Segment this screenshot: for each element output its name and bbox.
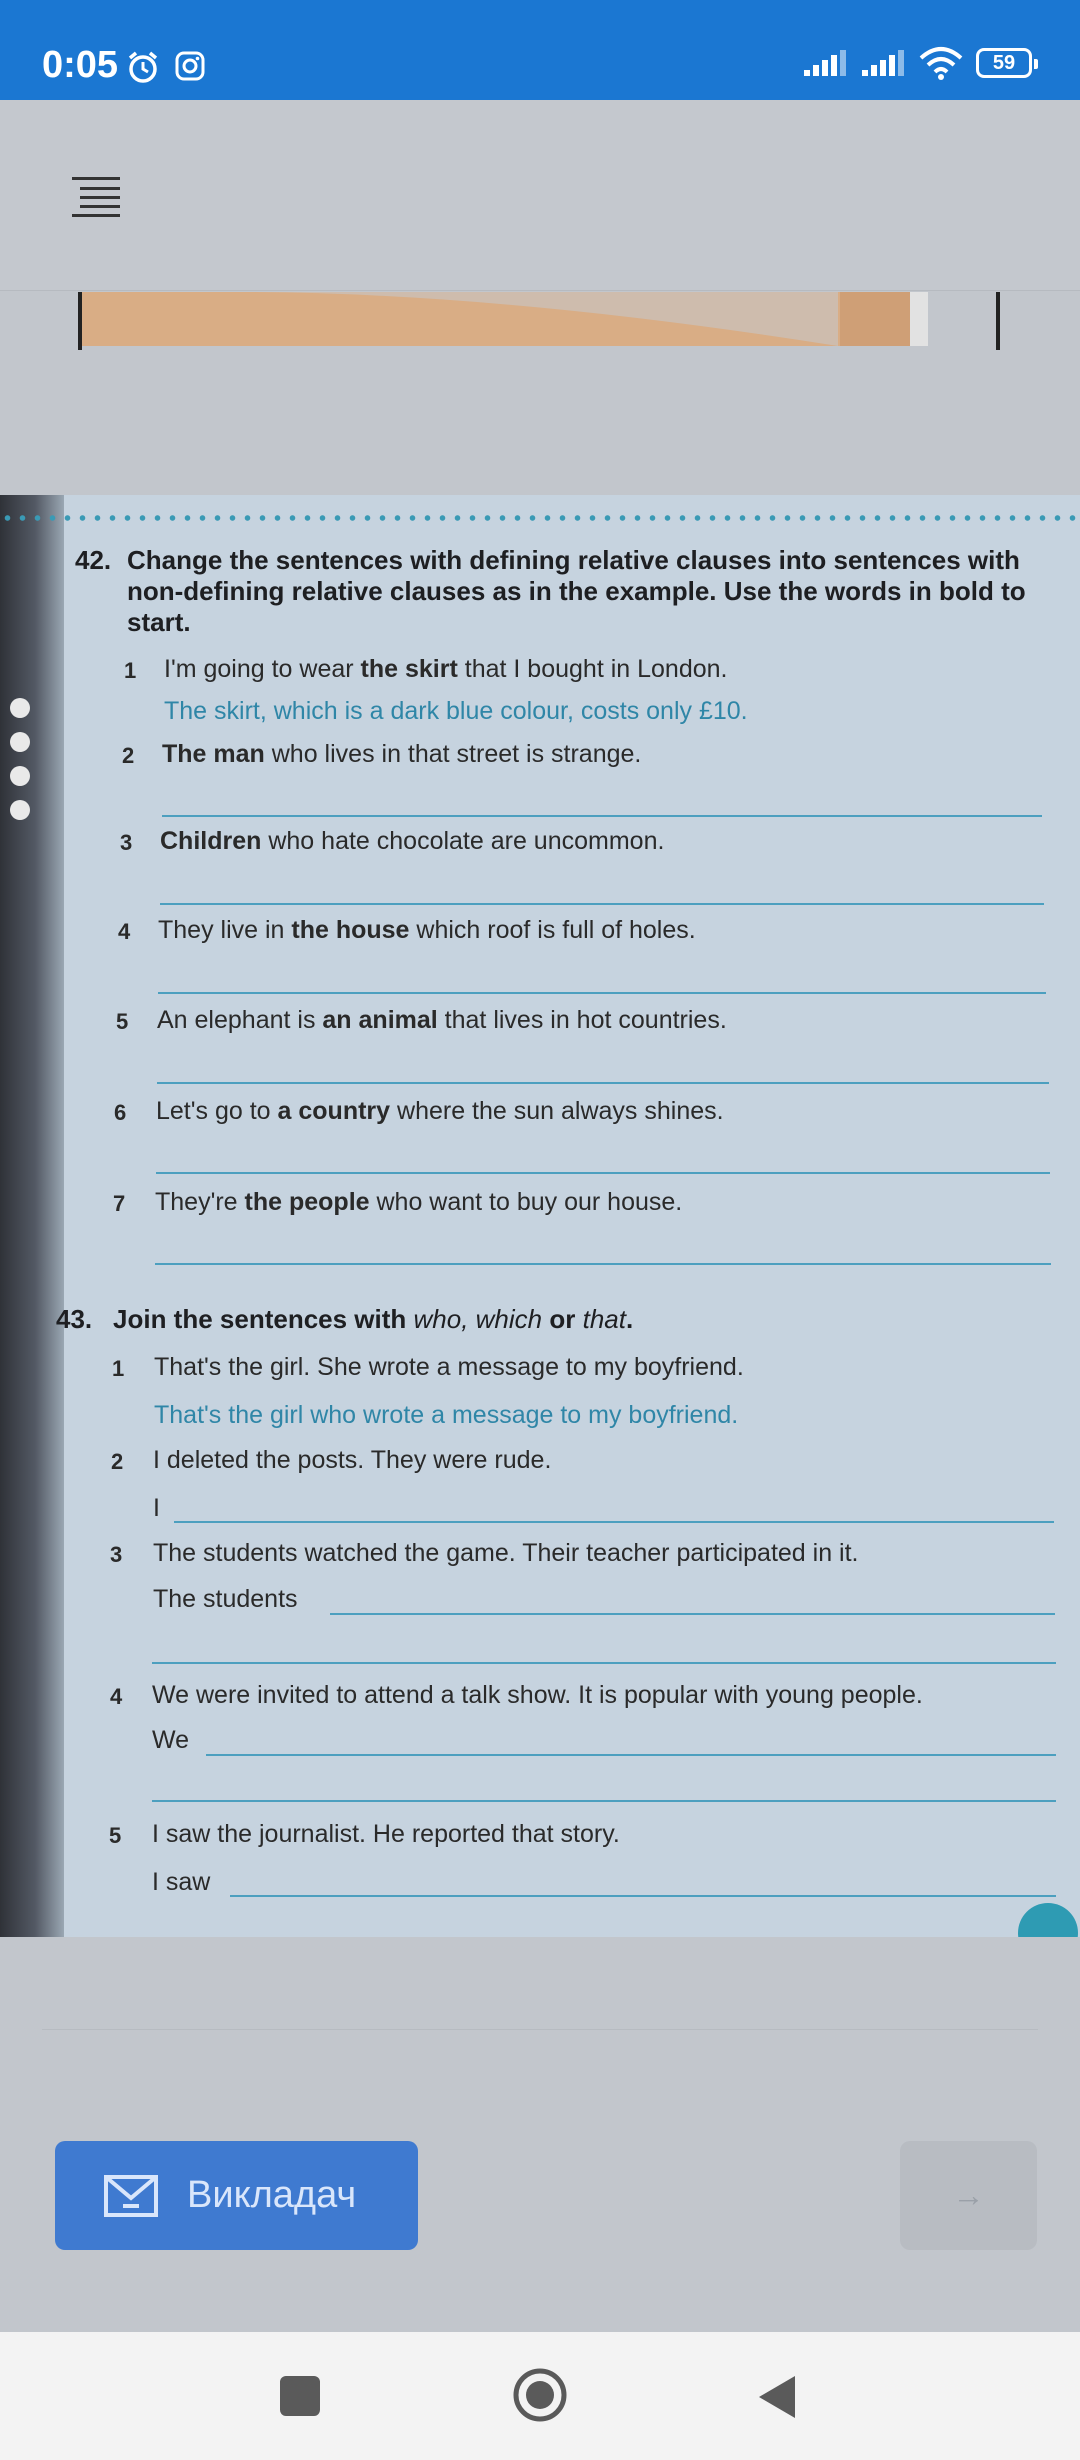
teacher-button-label: Викладач [187,2174,357,2216]
item-sentence [160,827,664,856]
item-text-pre: An elephant is [157,1006,323,1034]
answer-prefix: The students [153,1585,298,1613]
title-italic: that [582,1304,626,1334]
item-text-pre: I'm going to wear [164,655,361,683]
item-text-bold: the house [291,916,410,944]
exercise-43-number: 43. [56,1304,93,1334]
menu-icon[interactable] [72,175,120,219]
answer-line[interactable] [157,1082,1049,1084]
title-part: or [542,1304,583,1334]
item-number: 2 [111,1449,124,1474]
system-nav-bar [0,2332,1080,2460]
title-part: Join the sentences with [113,1304,414,1334]
mail-icon [103,2174,159,2218]
exercise-42-number: 42. [75,545,112,575]
answer-line[interactable] [160,903,1044,905]
item-number: 1 [112,1356,125,1381]
status-right-icons [802,46,1032,80]
exercise-43-title [113,1304,633,1335]
spine-dot [10,732,30,752]
answer-line[interactable] [162,815,1042,817]
item-text-bold: an animal [322,1006,438,1034]
item-number: 4 [110,1684,123,1709]
answer-prefix: I saw [152,1868,211,1896]
item-sentence [162,740,641,769]
example-answer: The skirt, which is a dark blue colour, costs only £10. [164,697,748,725]
item-sentence [155,1188,682,1217]
answer-line[interactable] [230,1895,1056,1897]
divider [42,2029,1038,2030]
answer-line[interactable] [206,1754,1056,1756]
signal-icon [860,48,906,78]
item-number: 5 [116,1009,129,1034]
item-text-bold: the skirt [360,655,458,683]
status-left-icons [126,50,206,84]
item-number: 3 [120,830,133,855]
status-time: 0:05 [42,44,119,86]
item-number: 7 [113,1191,126,1216]
teacher-button[interactable] [55,2141,418,2250]
item-text-pre: Let's go to [156,1097,278,1125]
spine-dot [10,698,30,718]
answer-prefix: I [153,1494,160,1522]
recents-button[interactable] [280,2376,320,2416]
answer-line[interactable] [152,1662,1056,1664]
answer-line[interactable] [152,1800,1056,1802]
app-header [0,100,1080,291]
item-sentence: I deleted the posts. They were rude. [153,1446,552,1474]
item-sentence: We were invited to attend a talk show. It is popular with young people. [152,1681,923,1709]
title-italic: who, which [413,1304,543,1334]
banner-image [78,292,1002,350]
item-text-bold: The man [162,740,265,768]
answer-line[interactable] [156,1172,1050,1174]
item-text-bold: a country [277,1097,391,1125]
item-text-post: which roof is full of holes. [409,916,696,944]
item-sentence [164,655,727,684]
battery-indicator [976,48,1032,78]
item-text-post: that lives in hot countries. [437,1006,727,1034]
item-sentence [157,1006,727,1035]
item-text-post: that I bought in London. [457,655,728,683]
item-text-post: who lives in that street is strange. [264,740,642,768]
instagram-icon [174,50,206,82]
item-number: 3 [110,1542,123,1567]
answer-line[interactable] [158,992,1046,994]
answer-line[interactable] [155,1263,1051,1265]
item-sentence [156,1097,724,1126]
next-button[interactable] [900,2141,1037,2250]
signal-icon [802,48,848,78]
item-sentence: I saw the journalist. He reported that story. [152,1820,620,1848]
arrow-right-icon: → [952,2177,985,2213]
spine-dot [10,800,30,820]
example-answer: That's the girl who wrote a message to my boyfriend. [154,1401,739,1429]
spine-dot [10,766,30,786]
exercise-42-title: Change the sentences with defining relative clauses into sentences with non-defining relative clauses as in the example. Use the words in bold to start. [127,545,1026,637]
dotted-border [0,515,1080,521]
item-sentence [158,916,696,945]
home-button[interactable] [512,2367,568,2423]
battery-level: 59 [992,51,1016,74]
item-sentence: The students watched the game. Their teacher participated in it. [153,1539,859,1567]
item-text-post: who hate chocolate are uncommon. [261,827,665,855]
item-text-post: who want to buy our house. [369,1188,683,1216]
status-bar [0,0,1080,100]
item-text-bold: the people [244,1188,370,1216]
item-number: 4 [118,919,131,944]
title-part: . [625,1304,634,1334]
item-number: 6 [114,1100,127,1125]
item-text-bold: Children [160,827,262,855]
item-sentence: That's the girl. She wrote a message to my boyfriend. [154,1353,744,1381]
answer-line[interactable] [174,1521,1054,1523]
item-number: 2 [122,743,135,768]
answer-line[interactable] [330,1613,1055,1615]
answer-prefix: We [152,1726,190,1754]
item-text-pre: They're [155,1188,245,1216]
item-text-pre: They live in [158,916,292,944]
wifi-icon [918,46,964,80]
alarm-icon [126,50,160,84]
item-text-post: where the sun always shines. [390,1097,724,1125]
page-number-badge [1018,1903,1078,1937]
back-button[interactable] [757,2374,797,2420]
textbook-page-photo [0,495,1080,1937]
item-number: 5 [109,1823,122,1848]
item-number: 1 [124,658,137,683]
